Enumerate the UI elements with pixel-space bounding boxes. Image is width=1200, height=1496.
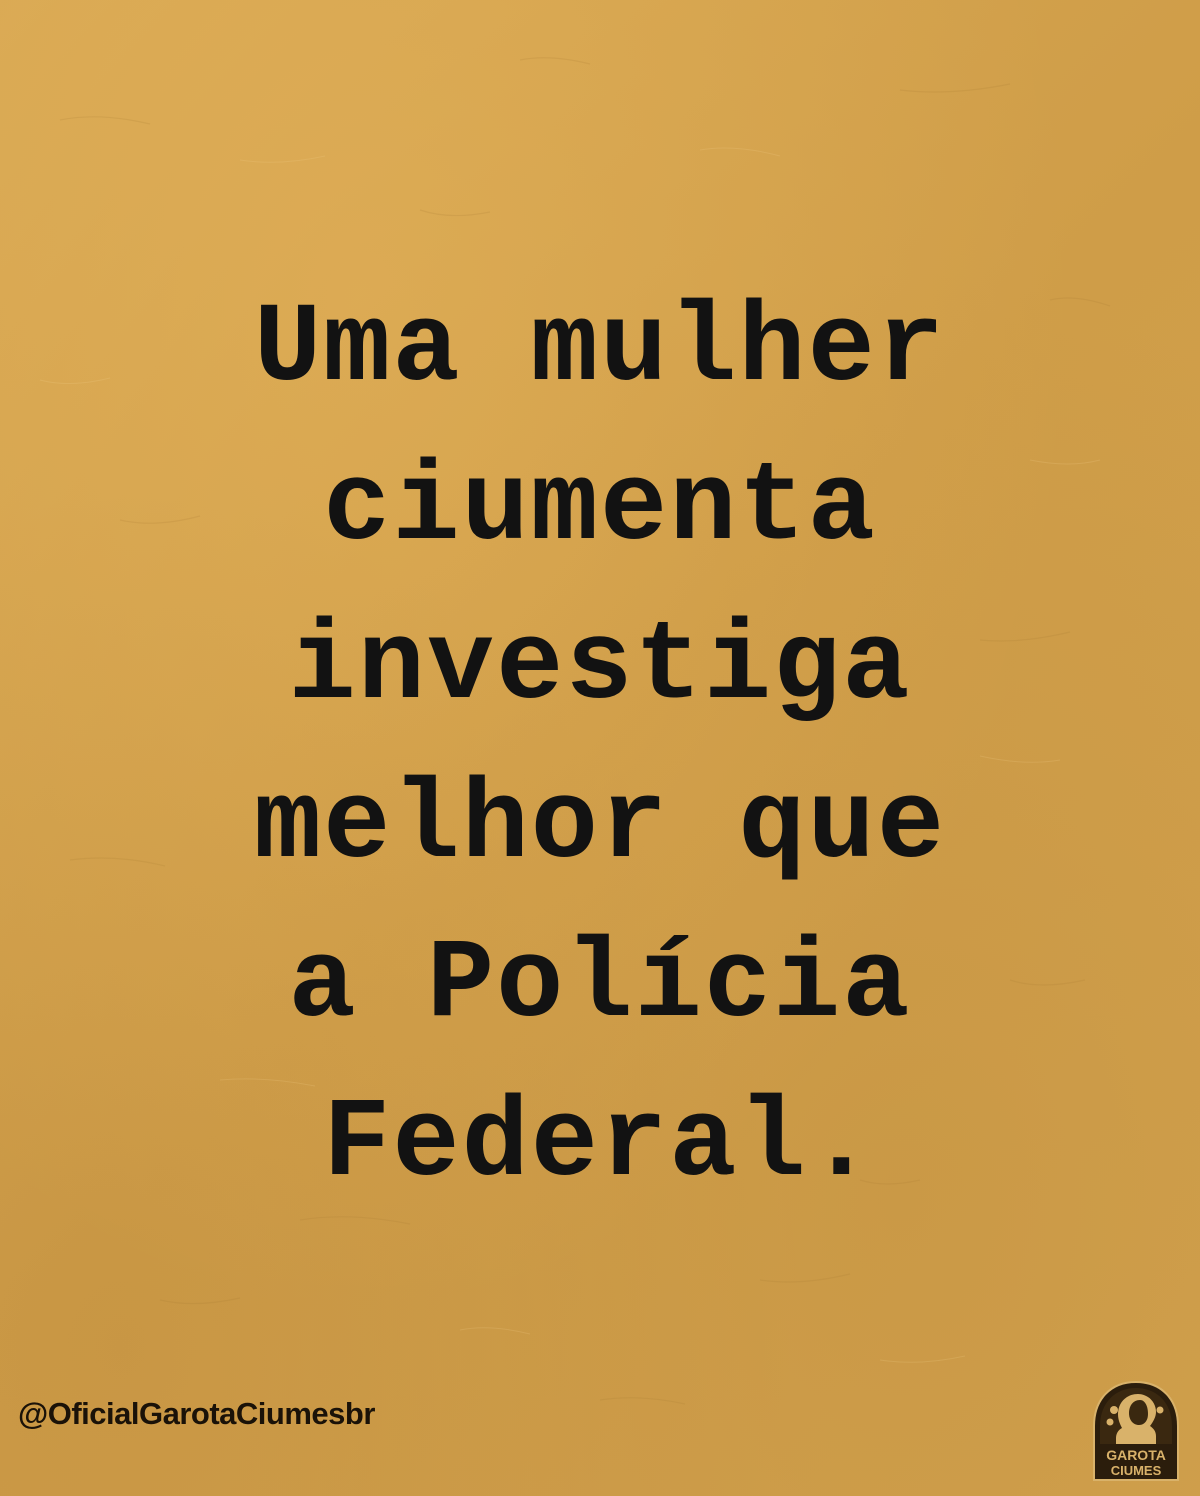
quote-line: melhor que xyxy=(253,763,947,890)
quote-line: Federal. xyxy=(323,1081,877,1208)
quote-line: investiga xyxy=(288,604,912,731)
quote-text xyxy=(0,270,1200,1224)
logo-text-line2: CIUMES xyxy=(1110,1463,1162,1478)
quote-line: ciumenta xyxy=(323,445,877,572)
logo-text-line1: GAROTA xyxy=(1106,1447,1166,1463)
quote-line: a Polícia xyxy=(288,922,912,1049)
quote-line: Uma mulher xyxy=(253,286,947,413)
instagram-handle: @OficialGarotaCiumesbr xyxy=(18,1396,375,1431)
garota-ciumes-logo xyxy=(1088,1380,1184,1484)
